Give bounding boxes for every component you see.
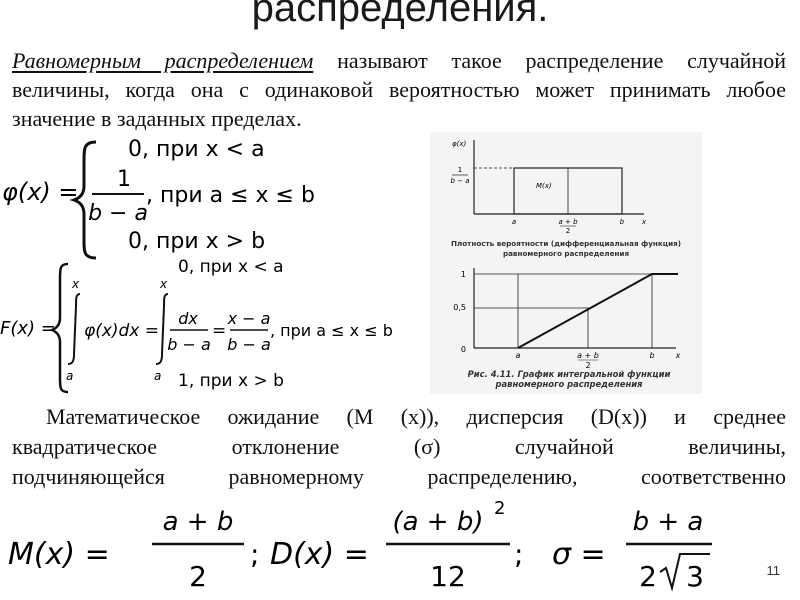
cdf-int2-den: b − a [167, 335, 211, 354]
figure-background [430, 132, 702, 394]
slide-title: распределения. [251, 0, 549, 30]
cdf-frac-den: b − a [227, 335, 271, 354]
pdf-y-label: φ(x) [452, 140, 467, 148]
cdf-x-tick-b: b [649, 351, 655, 360]
final-formulas [0, 496, 800, 600]
cdf-lhs: F(x) = [0, 318, 56, 339]
pdf-x-tick-a: a [511, 218, 517, 226]
intro-rest: называют такое распределение случайной величины, когда она с одинаковой вероятностью может принимать любое значение в заданных пределах. [12, 48, 786, 131]
pdf-caption-2: равномерного распределения [502, 249, 630, 258]
pdf-y-tick-num: 1 [457, 166, 463, 174]
pdf-x-tick-mid-den: 2 [565, 227, 571, 235]
pdf-case3: 0, при x > b [128, 229, 266, 254]
pdf-case1: 0, при x < a [128, 137, 265, 162]
sep-1: ; [250, 538, 260, 571]
cdf-int2-upper: x [160, 277, 168, 291]
intro-paragraph [12, 46, 786, 133]
charts-figure [430, 132, 702, 394]
s-lhs: σ = [552, 537, 606, 572]
pdf-box-label: M(x) [536, 182, 552, 190]
bottom-line-2: квадратическое отклонение (σ) случайной величины, [12, 434, 786, 459]
cdf-integral-sign [68, 294, 80, 364]
sep-2: ; [514, 538, 524, 571]
cdf-frac-num: x − a [227, 309, 271, 328]
d-num: (a + b) [392, 507, 484, 537]
d-lhs: D(x) = [270, 537, 369, 572]
cdf-x-tick-a: a [515, 351, 521, 360]
bottom-line-1: Математическое ожидание (М (х)), дисперсия (D(x)) и среднее [46, 404, 786, 429]
pdf-y-tick-den: b − a [450, 177, 470, 185]
d-den: 12 [430, 560, 466, 593]
cdf-x-label: x [675, 351, 681, 360]
cdf-case3: 1, при x > b [178, 371, 284, 391]
cdf-eq: = [212, 321, 227, 341]
pdf-x-label: x [641, 218, 647, 226]
pdf-case2-den: b − a [88, 201, 148, 226]
pdf-case2-num: 1 [117, 167, 131, 192]
cdf-int2-num: dx [178, 309, 198, 328]
cdf-int2-lower: a [154, 369, 162, 383]
cdf-y-tick-1: 1 [460, 270, 466, 279]
page-number: 11 [766, 563, 780, 578]
cdf-int-upper: x [72, 277, 80, 291]
s-den-coef: 2 [639, 560, 657, 593]
s-num: b + a [632, 507, 704, 537]
pdf-caption-1: Плотность вероятности (дифференциальная функция) [450, 239, 682, 248]
cdf-case2-cond: , при a ≤ x ≤ b [270, 321, 393, 340]
d-exp: 2 [494, 498, 506, 519]
cdf-integrand: φ(x)dx = [84, 321, 160, 341]
pdf-x-tick-b: b [619, 218, 625, 226]
pdf-case2-cond: , при a ≤ x ≤ b [146, 183, 315, 208]
m-lhs: M(x) = [8, 537, 110, 572]
formulas-block [0, 128, 420, 396]
pdf-x-tick-mid-num: a + b [558, 218, 578, 226]
cdf-x-tick-mid-den: 2 [585, 361, 591, 370]
intro-term: Равномерным распределением [12, 48, 314, 73]
cdf-caption-wrap [438, 369, 700, 394]
pdf-lhs: φ(x) = [2, 178, 79, 206]
bottom-line-3: подчиняющейся равномерному распределению, соответственно [12, 464, 786, 489]
cdf-y-tick-0: 0 [460, 345, 466, 354]
cdf-caption: Рис. 4.11. График интегральной функции равномерного распределения [467, 369, 671, 389]
m-num: a + b [162, 507, 234, 537]
m-den: 2 [189, 560, 207, 593]
cdf-case1: 0, при x < a [178, 257, 284, 277]
cdf-x-tick-mid-num: a + b [577, 351, 599, 360]
pdf-brace [74, 142, 96, 258]
cdf-y-tick-05: 0,5 [453, 303, 466, 312]
s-den-root: 3 [686, 560, 704, 593]
cdf-int-lower: a [66, 369, 74, 383]
